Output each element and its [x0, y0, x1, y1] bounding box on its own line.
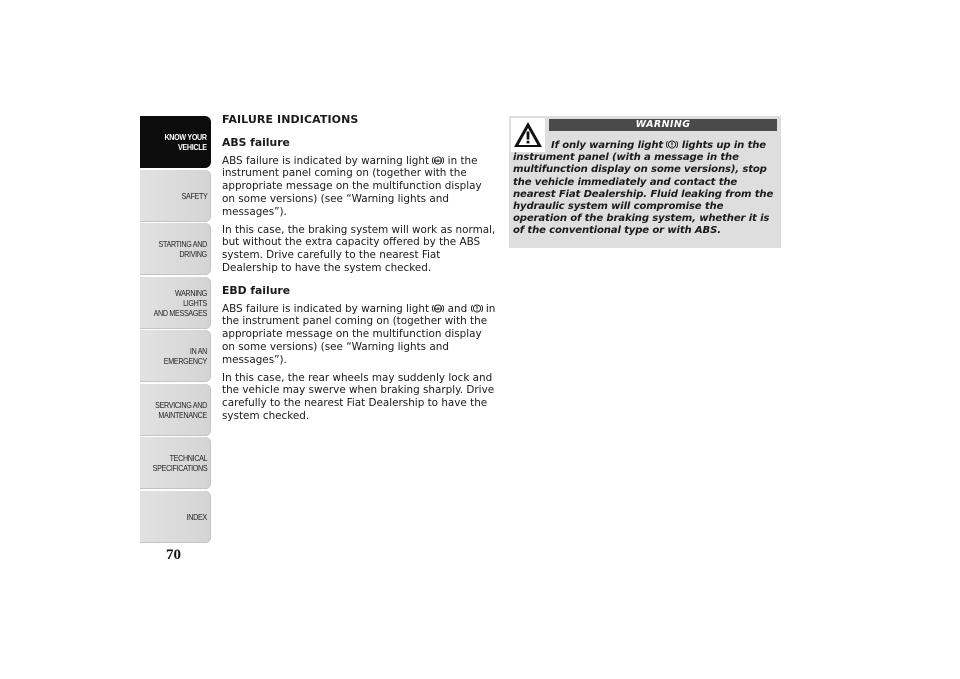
- brake-warning-icon: [666, 139, 678, 150]
- tab-index[interactable]: [140, 491, 211, 543]
- tab-label: INDEX: [186, 511, 207, 522]
- tab-label: TECHNICAL SPECIFICATIONS: [152, 453, 207, 473]
- tab-label: SERVICING AND MAINTENANCE: [155, 399, 207, 420]
- chapter-tabs: [140, 116, 211, 544]
- ebd-failure-paragraph: [222, 303, 496, 367]
- warning-text-after: lights up in the instrument panel (with a message in the multifunction display on some versions), stop the vehicle immediately and contact the nearest Fiat Dealership. Fluid leaking from the hydraulic system will compromise the operation of the braking system, whether it is of the conventional type or with ABS.: [513, 140, 774, 237]
- failure-indications-section: [222, 114, 496, 428]
- abs-p1-after: in the instrument panel coming on (together with the appropriate message on the multifunction display on some versions) (see “Warning lights and messages”).: [222, 154, 482, 218]
- brake-warning-icon: [471, 303, 483, 314]
- tab-label: KNOW YOUR VEHICLE: [164, 132, 207, 152]
- warning-header: WARNING: [549, 119, 777, 131]
- section-title: FAILURE INDICATIONS: [222, 113, 359, 126]
- page-number: 70: [166, 547, 181, 563]
- ebd-p1-after: in the instrument panel coming on (together with the appropriate message on the multifunction display on some versions) (see “Warning lights and messages”).: [222, 302, 496, 366]
- tab-starting-and-driving[interactable]: [140, 223, 211, 275]
- ebd-failure-heading: EBD failure: [222, 283, 291, 297]
- tab-label: SAFETY: [181, 190, 207, 201]
- svg-text:ABS: ABS: [434, 158, 442, 163]
- warning-text: [513, 139, 777, 238]
- tab-technical-specifications[interactable]: [140, 437, 211, 489]
- ebd-p1-mid: and: [444, 302, 471, 315]
- tab-know-your-vehicle[interactable]: [140, 116, 211, 168]
- svg-text:ABS: ABS: [434, 306, 442, 311]
- abs-p1-before: ABS failure is indicated by warning light: [222, 154, 433, 167]
- abs-failure-paragraph: [222, 155, 496, 219]
- abs-warning-icon: [432, 155, 444, 166]
- tab-label: STARTING AND DRIVING: [158, 239, 207, 259]
- tab-warning-lights[interactable]: [140, 277, 211, 329]
- abs-warning-icon: [432, 303, 444, 314]
- abs-failure-heading: ABS failure: [222, 135, 290, 149]
- ebd-failure-paragraph-2: In this case, the rear wheels may suddenly lock and the vehicle may swerve when braking sharply. Drive carefully to the nearest Fiat Dealership to have the system checked.: [222, 371, 495, 422]
- ebd-p1-before: ABS failure is indicated by warning light: [222, 302, 433, 315]
- tab-servicing[interactable]: [140, 384, 211, 436]
- tab-label: IN AN EMERGENCY: [163, 346, 207, 366]
- warning-text-before: If only warning light: [551, 140, 667, 151]
- abs-failure-paragraph-2: In this case, the braking system will work as normal, but without the extra capacity offered by the ABS system. Drive carefully to the nearest Fiat Dealership to have the system checked.: [222, 223, 496, 274]
- tab-in-an-emergency[interactable]: [140, 330, 211, 382]
- tab-label: WARNING LIGHTS AND MESSAGES: [153, 287, 207, 318]
- tab-safety[interactable]: [140, 170, 211, 222]
- warning-box: [509, 116, 781, 248]
